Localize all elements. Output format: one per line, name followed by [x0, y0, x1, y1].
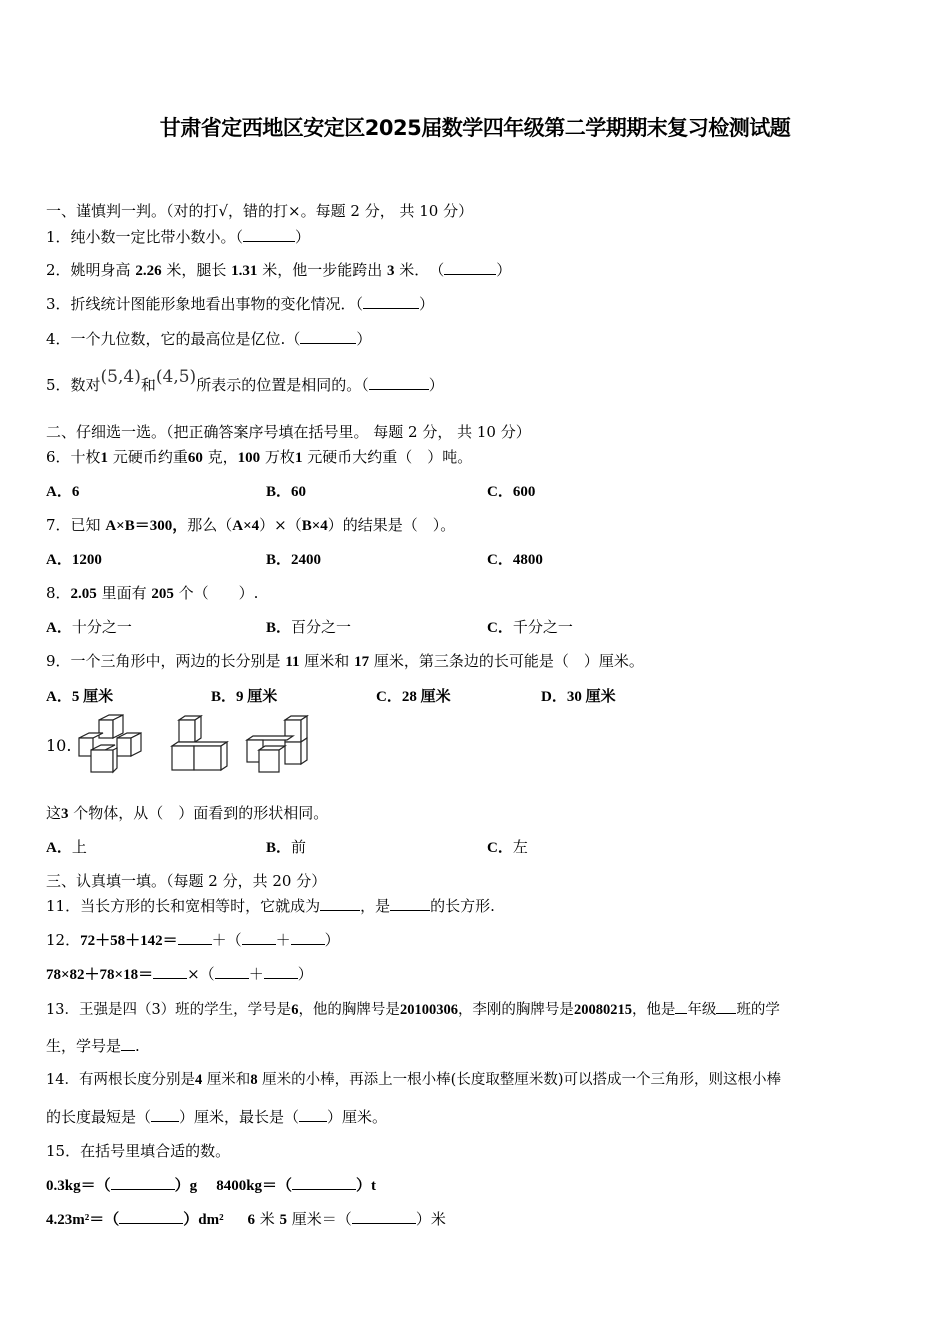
bold-number-text: 0.3kg＝（: [46, 1178, 111, 1194]
answer-blank[interactable]: [243, 227, 295, 242]
bold-number-text: ）g: [174, 1178, 198, 1194]
bold-number-text: 4.23m²＝（: [46, 1212, 120, 1228]
question-text: 13．王强是四（3）班的学生，学号是: [46, 1002, 292, 1018]
question-text: 前: [291, 838, 307, 856]
answer-blank[interactable]: [215, 964, 249, 979]
bold-number-text: 1.31: [231, 263, 258, 279]
bold-number-text: 100: [237, 450, 261, 466]
question-12: [46, 930, 340, 951]
bold-number-text: 2.05: [70, 586, 97, 602]
question-text: 左: [512, 838, 528, 856]
bold-number-text: ）dm²: [183, 1212, 224, 1228]
coordinate-pair: (4,5): [155, 367, 197, 387]
answer-blank[interactable]: [352, 1209, 416, 1224]
bold-number-text: A×4: [232, 518, 260, 534]
option-a[interactable]: [46, 617, 132, 638]
question-text: ）: [496, 261, 512, 279]
question-text: 年级: [687, 1002, 717, 1018]
answer-blank[interactable]: [390, 896, 430, 911]
question-text: 2．姚明身高: [46, 261, 131, 279]
option-a[interactable]: [46, 549, 102, 570]
answer-blank[interactable]: [716, 999, 736, 1014]
bold-number-text: 9 厘米: [236, 689, 278, 705]
question-14-cont: [46, 1107, 387, 1127]
question-13-cont: [46, 1036, 140, 1056]
question-text: 厘米的小棒，再添上一根小棒: [262, 1072, 451, 1088]
question-text: ，李刚的胸牌号是: [457, 1002, 574, 1018]
bold-number-text: 60: [187, 450, 203, 466]
bold-number-text: 1: [294, 450, 303, 466]
question-text: 1．纯小数一定比带小数小。（: [46, 228, 244, 246]
question-text: 9．一个三角形中，两边的长分别是: [46, 652, 281, 670]
option-c[interactable]: [487, 481, 535, 502]
question-15-row-2: [46, 1209, 446, 1230]
question-10-figures: [46, 714, 315, 776]
bold-number-text: A×B＝300，: [105, 518, 188, 534]
option-a[interactable]: [46, 837, 87, 858]
question-text: ＋: [275, 931, 291, 949]
question-text: ）的结果是（ ）。: [327, 516, 456, 534]
question-text: 可以搭成一个三角形，则这根小棒: [563, 1072, 781, 1088]
question-text: 3．折线统计图能形象地看出事物的变化情况．（: [46, 295, 364, 313]
section2-heading: 二、仔细选一选。（把正确答案序号填在括号里。 每题 2 分， 共 10 分）: [46, 423, 531, 441]
question-text: ）厘米。: [327, 1108, 388, 1126]
question-text: C．: [487, 620, 513, 636]
bold-number-text: 1200: [71, 552, 102, 568]
question-text: 的长度最短是（: [46, 1108, 152, 1126]
question-text: 班的学: [736, 1002, 780, 1018]
question-text: 那么（: [187, 516, 233, 534]
question-2: [46, 260, 511, 281]
cube-figure-1: [77, 714, 149, 776]
question-text: 11．当长方形的长和宽相等时，它就成为: [46, 897, 321, 915]
question-text: 米: [259, 1210, 275, 1228]
question-13: [46, 999, 780, 1020]
answer-blank[interactable]: [151, 1107, 179, 1122]
answer-blank[interactable]: [300, 329, 356, 344]
bold-number-text: ）t: [356, 1178, 377, 1194]
question-text: D．: [541, 689, 567, 705]
question-text: 5．数对: [46, 376, 101, 394]
question-text: A．: [46, 840, 72, 856]
question-text: C．: [487, 840, 513, 856]
question-text: A．: [46, 689, 72, 705]
question-text: 厘米，第三条边的长可能是（ ）厘米。: [373, 652, 644, 670]
option-c[interactable]: [487, 549, 543, 570]
bold-number-text: 2400: [291, 552, 322, 568]
answer-blank[interactable]: [299, 1107, 327, 1122]
question-text: 十分之一: [71, 618, 132, 636]
answer-blank[interactable]: [121, 1036, 135, 1051]
question-text: C．: [487, 484, 513, 500]
option-b[interactable]: [266, 481, 306, 502]
question-text: 厘米和: [304, 652, 350, 670]
question-15: 15．在括号里填合适的数。: [46, 1142, 231, 1160]
question-4: [46, 329, 371, 349]
option-b[interactable]: [266, 549, 321, 570]
bold-number-text: 5: [279, 1212, 288, 1228]
question-text: B．: [266, 840, 292, 856]
question-text: 里面有: [101, 584, 147, 602]
question-text: 这: [46, 804, 62, 822]
question-text: ）米: [415, 1210, 446, 1228]
question-text: ，他的胸牌号是: [298, 1002, 400, 1018]
question-text: (长度取整厘米数): [450, 1072, 564, 1088]
question-text: 米，腿长: [166, 261, 227, 279]
bold-number-text: 8400kg＝（: [216, 1178, 293, 1194]
question-text: ＋（: [211, 931, 242, 949]
question-6: [46, 447, 472, 468]
answer-blank[interactable]: [675, 999, 687, 1014]
option-a[interactable]: [46, 686, 113, 707]
option-c[interactable]: [487, 837, 528, 858]
question-text: 克，: [207, 448, 238, 466]
answer-blank[interactable]: [444, 260, 496, 275]
question-text: A．: [46, 484, 72, 500]
bold-number-text: 3: [386, 263, 395, 279]
question-text: A．: [46, 552, 72, 568]
question-text: 4．一个九位数，它的最高位是亿位.（: [46, 330, 301, 348]
question-text: 所表示的位置是相同的。（: [196, 376, 369, 394]
question-text: 元硬币约重: [112, 448, 188, 466]
bold-number-text: 4800: [512, 552, 543, 568]
question-text: ）: [356, 330, 372, 348]
question-9: [46, 651, 644, 672]
bold-number-text: 5 厘米: [71, 689, 114, 705]
question-text: ）×（: [259, 516, 302, 534]
question-15-row-1: [46, 1175, 376, 1196]
question-text: B．: [266, 620, 292, 636]
answer-blank[interactable]: [292, 1175, 356, 1190]
coordinate-pair: (5,4): [100, 367, 141, 387]
question-text: ）: [324, 931, 340, 949]
bold-number-text: 30 厘米: [566, 689, 616, 705]
bold-number-text: 72＋58＋142＝: [80, 933, 178, 949]
question-8: [46, 583, 258, 604]
option-b[interactable]: [266, 617, 351, 638]
cube-figure-3: [245, 714, 315, 776]
question-text: 和: [140, 376, 156, 394]
question-text: 12．: [46, 931, 81, 949]
answer-blank[interactable]: [291, 930, 325, 945]
option-c[interactable]: [487, 617, 573, 638]
bold-number-text: 78×82＋78×18＝: [46, 967, 154, 983]
question-5: [46, 367, 444, 395]
answer-blank[interactable]: [119, 1209, 183, 1224]
question-text: 的长方形.: [430, 897, 495, 915]
question-text: C．: [487, 552, 513, 568]
page-title: 甘肃省定西地区安定区2025届数学四年级第二学期期末复习检测试题: [159, 116, 791, 140]
bold-number-text: 28 厘米: [401, 689, 451, 705]
bold-number-text: 11: [285, 654, 300, 670]
question-text: 米，他一步能跨出: [262, 261, 383, 279]
question-text: B．: [266, 484, 292, 500]
question-text: ）: [428, 376, 444, 394]
question-text: 10.: [46, 735, 72, 755]
question-text: ）: [419, 295, 435, 313]
question-text: 千分之一: [512, 618, 573, 636]
question-text: C．: [376, 689, 402, 705]
cube-figure-2: [169, 714, 231, 776]
section3-heading: 三、认真填一填。（每题 2 分，共 20 分）: [46, 872, 327, 890]
question-text: ×（: [187, 965, 215, 983]
question-12-part-2: [46, 964, 313, 985]
question-text: 厘米＝（: [291, 1210, 352, 1228]
question-text: 个物体，从（ ）面看到的形状相同。: [73, 804, 329, 822]
answer-blank[interactable]: [369, 375, 429, 390]
question-text: B．: [211, 689, 237, 705]
bold-number-text: 8: [250, 1072, 258, 1088]
option-b[interactable]: [266, 837, 306, 858]
section1-heading: 一、谨慎判一判。（对的打√，错的打×。每题 2 分， 共 10 分）: [46, 202, 474, 220]
option-d[interactable]: [541, 686, 616, 707]
bold-number-text: 600: [512, 484, 536, 500]
bold-number-text: 6: [71, 484, 80, 500]
question-text: ）厘米，最长是（: [179, 1108, 300, 1126]
question-text: 14．有两根长度分别是: [46, 1072, 195, 1088]
question-text: 个（ ）.: [178, 584, 259, 602]
question-text: 米． （: [399, 261, 445, 279]
question-text: ）: [295, 228, 311, 246]
question-text: 百分之一: [291, 618, 352, 636]
option-b[interactable]: [211, 686, 277, 707]
answer-blank[interactable]: [111, 1175, 175, 1190]
question-text: ）: [297, 965, 313, 983]
question-text: ＋: [248, 965, 264, 983]
bold-number-text: 4: [194, 1072, 203, 1088]
answer-blank[interactable]: [178, 930, 212, 945]
question-text: 7．已知: [46, 516, 101, 534]
bold-number-text: 2.26: [135, 263, 162, 279]
question-text: 上: [71, 838, 87, 856]
question-14: [46, 1070, 781, 1090]
bold-number-text: 3: [61, 806, 69, 822]
question-text: B．: [266, 552, 292, 568]
question-text: ，他是: [631, 1002, 676, 1018]
question-text: .: [135, 1037, 140, 1055]
bold-number-text: 6: [247, 1212, 255, 1228]
answer-blank[interactable]: [153, 964, 187, 979]
bold-number-text: 205: [151, 586, 174, 602]
answer-blank[interactable]: [363, 294, 419, 309]
question-text: 6．十枚: [46, 448, 101, 466]
option-c[interactable]: [376, 686, 451, 707]
question-text: 元硬币大约重（ ）吨。: [307, 448, 473, 466]
question-text: 8．: [46, 584, 71, 602]
bold-number-text: 20080215: [573, 1002, 632, 1018]
bold-number-text: 20100306: [399, 1002, 458, 1018]
question-7: [46, 515, 455, 536]
question-text: ，是: [360, 897, 391, 915]
bold-number-text: 1: [100, 450, 109, 466]
question-text: A．: [46, 620, 72, 636]
question-10: [46, 803, 328, 824]
bold-number-text: 60: [291, 484, 307, 500]
question-11: [46, 896, 495, 916]
answer-blank[interactable]: [242, 930, 276, 945]
bold-number-text: 17: [354, 654, 370, 670]
bold-number-text: 6: [291, 1002, 299, 1018]
question-text: 万枚: [264, 448, 295, 466]
question-3: [46, 294, 434, 314]
question-text: 厘米和: [206, 1072, 251, 1088]
question-1: [46, 227, 310, 247]
answer-blank[interactable]: [320, 896, 360, 911]
question-text: 生，学号是: [46, 1037, 122, 1055]
bold-number-text: B×4: [301, 518, 328, 534]
answer-blank[interactable]: [264, 964, 298, 979]
option-a[interactable]: [46, 481, 79, 502]
